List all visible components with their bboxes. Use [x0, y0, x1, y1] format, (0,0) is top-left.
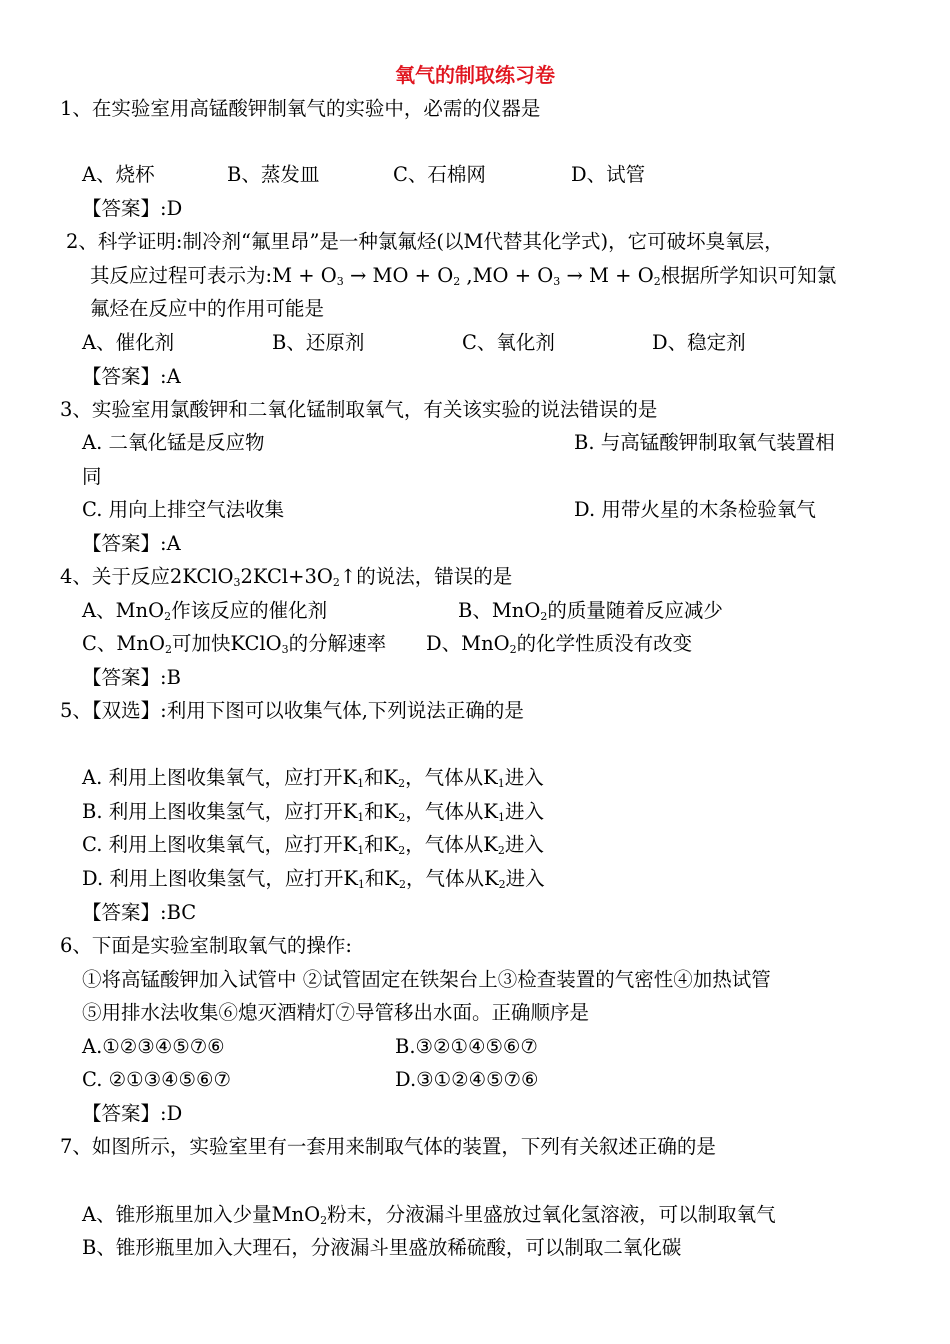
q3-option-c: C. 用向上排空气法收集	[82, 498, 285, 521]
question-4-stem: 4、关于反应$2KClO_32KCl+3O_2↑$的说法，错误的是	[60, 565, 513, 589]
q1-option-d: D、试管	[571, 163, 646, 186]
q4-option-b: B、MnO$_2$的质量随着反应减少	[458, 599, 723, 623]
question-2-line-1: 2、科学证明:制冷剂“氟里昂”是一种氯氟烃(以M代替其化学式)，它可破坏臭氧层，	[66, 230, 784, 253]
q5-answer: 【答案】:BC	[82, 901, 197, 924]
q7-option-a: A、锥形瓶里加入少量MnO$_2$粉末，分液漏斗里盛放过氧化氢溶液，可以制取氧气	[82, 1203, 776, 1227]
q3-option-a: A. 二氧化锰是反应物	[82, 431, 265, 454]
q3-answer: 【答案】:A	[82, 532, 181, 555]
q4-option-c: C、MnO$_2$可加快KClO$_3$的分解速率	[82, 632, 387, 656]
q4-option-d: D、MnO$_2$的化学性质没有改变	[426, 632, 693, 656]
q7-option-b: B、锥形瓶里加入大理石，分液漏斗里盛放稀硫酸，可以制取二氧化碳	[82, 1236, 682, 1259]
q1-answer: 【答案】:D	[82, 197, 183, 220]
page-title: 氧气的制取练习卷	[395, 63, 555, 87]
q4-answer: 【答案】:B	[82, 666, 181, 689]
question-2-line-2: 其反应过程可表示为:M + $O_3$ → MO + $O_2$ $,MO + O_3 \to M + O_2$根据所学知识可知氯	[90, 264, 837, 288]
q2-option-c: C、氧化剂	[462, 331, 555, 354]
q6-option-a: A.①②③④⑤⑦⑥	[82, 1035, 225, 1058]
question-6-stem: 6、下面是实验室制取氧气的操作:	[60, 934, 352, 957]
q2-option-d: D、稳定剂	[652, 331, 746, 354]
question-1-stem: 1、在实验室用高锰酸钾制氧气的实验中，必需的仪器是	[60, 97, 541, 120]
q5-option-c: C. 利用上图收集氧气，应打开$K_1$和$K_2$，气体从$K_2$进入	[82, 833, 544, 857]
q6-option-d: D.③①②④⑤⑦⑥	[395, 1068, 539, 1091]
q5-option-b: B. 利用上图收集氢气，应打开$K_1$和$K_2$，气体从$K_1$进入	[82, 800, 544, 824]
q6-option-c: C. ②①③④⑤⑥⑦	[82, 1068, 231, 1091]
q1-option-b: B、蒸发皿	[227, 163, 320, 186]
question-6-steps-2: ⑤用排水法收集⑥熄灭酒精灯⑦导管移出水面。正确顺序是	[82, 1001, 590, 1024]
q5-option-d: D. 利用上图收集氢气，应打开$K_1$和$K_2$，气体从$K_2$进入	[82, 867, 545, 891]
question-7-stem: 7、如图所示，实验室里有一套用来制取气体的装置，下列有关叙述正确的是	[60, 1135, 716, 1158]
q4-option-a: A、MnO$_2$作该反应的催化剂	[82, 599, 328, 623]
q6-option-b: B.③②①④⑤⑥⑦	[395, 1035, 538, 1058]
q2-answer: 【答案】:A	[82, 365, 181, 388]
question-6-steps-1: ①将高锰酸钾加入试管中 ②试管固定在铁架台上③检查装置的气密性④加热试管	[82, 968, 771, 991]
q2-option-b: B、还原剂	[272, 331, 365, 354]
q1-option-c: C、石棉网	[393, 163, 486, 186]
question-2-line-3: 氟烃在反应中的作用可能是	[90, 297, 325, 320]
q5-option-a: A. 利用上图收集氧气，应打开$K_1$和$K_2$，气体从$K_1$进入	[82, 766, 544, 790]
q3-option-b-wrap: 同	[82, 465, 102, 488]
q2-option-a: A、催化剂	[82, 331, 175, 354]
question-5-stem: 5、【双选】:利用下图可以收集气体,下列说法正确的是	[60, 699, 524, 722]
q1-option-a: A、烧杯	[82, 163, 155, 186]
q3-option-d: D. 用带火星的木条检验氧气	[574, 498, 816, 521]
question-3-stem: 3、实验室用氯酸钾和二氧化锰制取氧气，有关该实验的说法错误的是	[60, 398, 658, 421]
q3-option-b: B. 与高锰酸钾制取氧气装置相	[574, 431, 835, 454]
q6-answer: 【答案】:D	[82, 1102, 183, 1125]
